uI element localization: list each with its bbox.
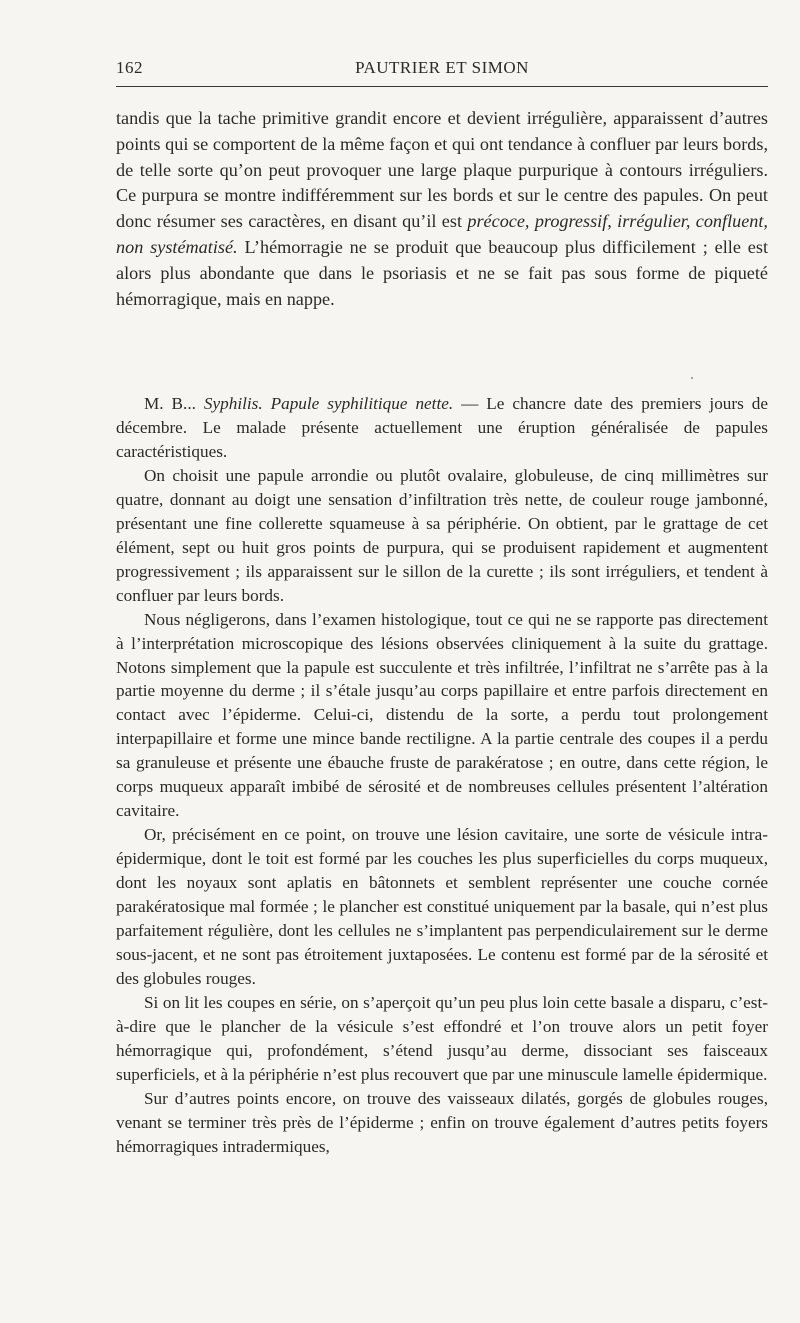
speck-mark [691,377,693,379]
intro-text-1: tandis que la tache primitive grandit encore et devient irrégulière, apparaissent d’autres points qui se comportent de la même façon et qui ont tendance à confluer par leurs bords, de telle sorte qu’on peut provoquer une large plaque purpurique à contours irréguliers. Ce purpura se montre indifféremment sur les bords et sur le centre des papules. On peut donc résumer ses caractères, en disant qu’il est [116,108,768,232]
case-lead: M. B... [144,394,204,413]
running-title: PAUTRIER ET SIMON [355,58,529,77]
case-paragraph-4: Or, précisément en ce point, on trouve une lésion cavitaire, une sorte de vésicule intra-épidermique, dont le toit est formé par les couches les plus superficielles du corps muqueux, dont les noyaux sont aplatis en bâtonnets et semblent représenter une couche cornée parakératosique mal formée ; le plancher est constitué uniquement par la basale, qui n’est plus parfaitement régulière, dont les cellules ne s’implantent pas perpendiculairement sur le derme sous-jacent, et ne sont pas étroitement juxtaposées. Le contenu est formé par de la sérosité et des globules rouges. [116,825,768,988]
case-paragraph-5: Si on lit les coupes en série, on s’aperçoit qu’un peu plus loin cette basale a disparu, c’est-à-dire que le plancher de la vésicule s’est effondré et l’on trouve alors un petit foyer hémorragique qui, profondément, s’étend jusqu’au derme, dissociant ses faisceaux superficiels, et à la périphérie n’est plus recouvert que par une minuscule lamelle épidermique. [116,992,768,1084]
case-heading-paragraph [116,392,768,464]
page-header [116,58,768,82]
case-paragraph-3: Nous négligerons, dans l’examen histologique, tout ce qui ne se rapporte pas directement à l’interprétation microscopique des lésions observées cliniquement à la suite du grattage. Notons simplement que la papule est succulente et très infiltrée, l’infiltrat ne s’arrête pas à la partie moyenne du derme ; il s’étale jusqu’au corps papillaire et entre parfois directement en contact avec l’épiderme. Celui-ci, distendu de la sorte, a perdu tout prolongement interpapillaire et forme une mince bande rectiligne. A la partie centrale des coupes il a perdu sa granuleuse et présente une ébauche fruste de parakératose ; en outre, dans cette région, le corps muqueux apparaît imbibé de sérosité et de nombreuses cellules présentent l’altération cavitaire. [116,609,768,820]
intro-paragraph [116,106,768,312]
case-lead-italic: Syphilis. Papule syphilitique nette. [203,394,454,413]
header-rule [116,86,768,87]
intro-text [116,106,768,312]
case-paragraph-2: On choisit une papule arrondie ou plutôt ovalaire, globuleuse, de cinq millimètres sur quatre, donnant au doigt une sensation d’infiltration très nette, de couleur rouge jambonné, présentant une fine collerette squameuse à sa périphérie. On obtient, par le grattage de cet élément, sept ou huit gros points de purpura, qui se produisent rapidement et augmentent progressivement ; ils apparaissent sur le sillon de la curette ; ils sont irréguliers, et tendent à confluer par leurs bords. [116,466,768,605]
case-section [116,392,768,1158]
case-lead-rest: — Le chancre date des premiers jours de décembre. Le malade présente actuellement une éruption généralisée de papules caractéristiques. [116,394,768,461]
intro-text-2: L’hémorragie ne se produit que beaucoup plus difficilement ; elle est alors plus abondante que dans le psoriasis et ne se fait pas sous forme de piqueté hémorragique, mais en nappe. [116,236,768,309]
intro-italic: précoce, progressif, irrégulier, confluent, non systématisé. [116,211,768,257]
page-number: 162 [116,58,143,77]
case-paragraph-6: Sur d’autres points encore, on trouve des vaisseaux dilatés, gorgés de globules rouges, venant se terminer très près de l’épiderme ; enfin on trouve également d’autres petits foyers hémorragiques intradermiques, [116,1088,768,1156]
